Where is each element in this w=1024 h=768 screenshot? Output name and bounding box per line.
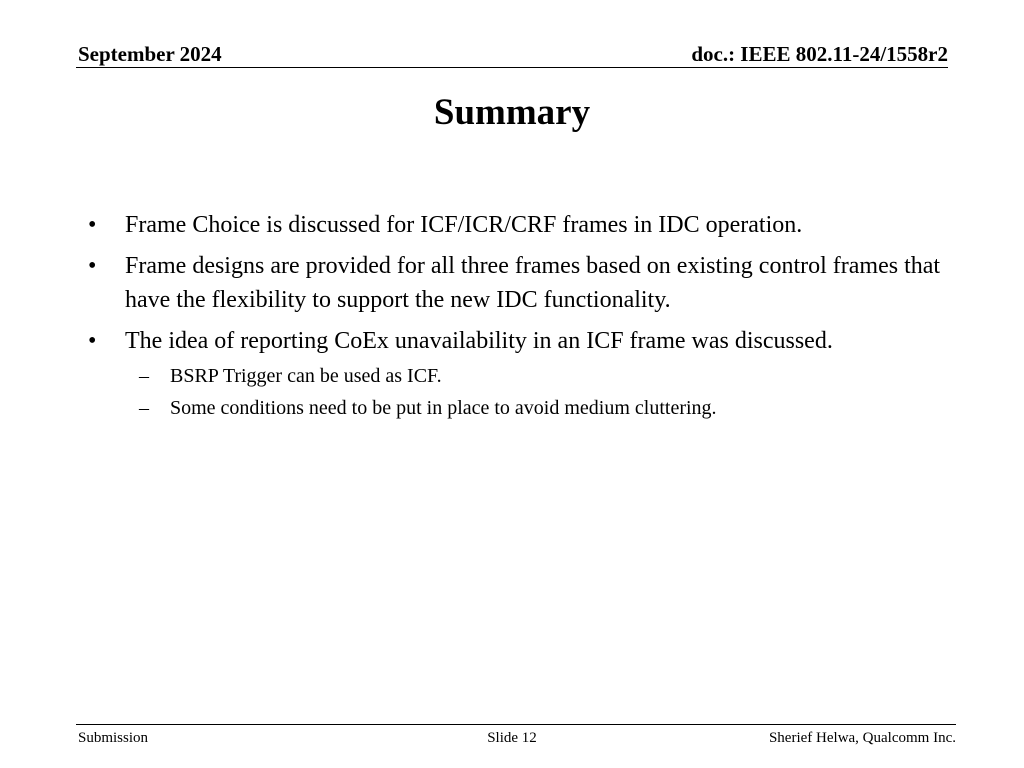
footer-slide-number: Slide 12 [487,730,537,746]
footer-author: Sherief Helwa, Qualcomm Inc. [768,730,956,746]
header-divider [76,67,948,68]
footer-divider [76,724,956,725]
sub-bullet-text: BSRP Trigger can be used as ICF. [170,365,442,387]
sub-bullet-item-1 [125,362,948,390]
sub-bullet-list [125,362,948,422]
bullet-text: Frame designs are provided for all three frames based on existing control frames that have the flexibility to support the new IDC functionality. [125,253,941,313]
bullet-text: The idea of reporting CoEx unavailability in an ICF frame was discussed. [125,328,833,354]
bullet-item-3 [88,324,948,422]
bullet-item-2 [88,249,948,317]
header-doc-id: doc.: IEEE 802.11-24/1558r2 [691,42,948,66]
sub-bullet-text: Some conditions need to be put in place to avoid medium cluttering. [170,397,717,419]
bullet-text: Frame Choice is discussed for ICF/ICR/CRF frames in IDC operation. [125,212,803,238]
bullet-item-1 [88,208,948,242]
header-date: September 2024 [78,42,222,66]
bullet-list [88,208,948,429]
sub-bullet-marker: – [139,365,149,387]
bullet-marker: • [88,253,97,279]
sub-bullet-item-2 [125,394,948,422]
bullet-marker: • [88,212,97,238]
footer-submission: Submission [78,730,149,746]
slide-title: Summary [433,92,591,133]
sub-bullet-marker: – [139,397,149,419]
bullet-marker: • [88,328,97,354]
